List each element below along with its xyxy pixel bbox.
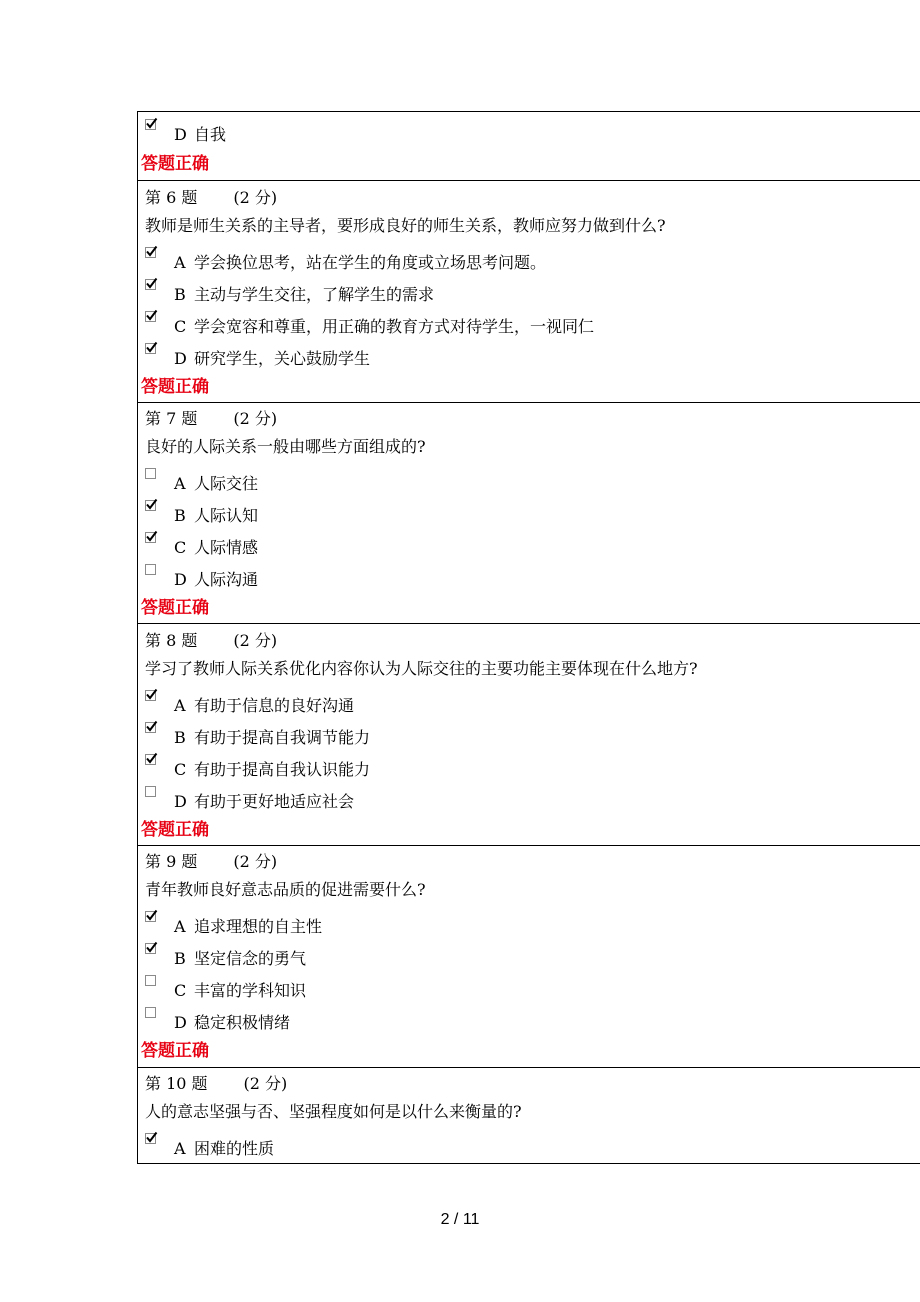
option-text: 追求理想的自主性 bbox=[194, 917, 323, 936]
answer-result: 答题正确 bbox=[141, 820, 209, 840]
question-text: 教师是师生关系的主导者，要形成良好的师生关系，教师应努力做到什么? bbox=[145, 216, 666, 235]
option-letter: C bbox=[174, 981, 187, 1000]
question-number: 第 7 题 bbox=[145, 409, 198, 428]
question-header bbox=[145, 631, 277, 651]
checkbox[interactable] bbox=[145, 119, 156, 130]
question-text: 人的意志坚强与否、坚强程度如何是以什么来衡量的? bbox=[145, 1102, 522, 1121]
checkbox[interactable] bbox=[145, 311, 156, 322]
page-number: 2 / 11 bbox=[440, 1211, 480, 1228]
checkbox[interactable] bbox=[145, 532, 156, 543]
option-text: 坚定信念的勇气 bbox=[194, 949, 307, 968]
divider bbox=[138, 845, 920, 846]
check-mark-icon bbox=[145, 117, 158, 130]
checkbox[interactable] bbox=[145, 500, 156, 511]
option-text: 人际情感 bbox=[194, 538, 259, 557]
divider bbox=[138, 402, 920, 403]
check-mark-icon bbox=[145, 277, 158, 290]
checkbox[interactable] bbox=[145, 690, 156, 701]
option-text: 学会宽容和尊重，用正确的教育方式对待学生，一视同仁 bbox=[194, 317, 595, 336]
divider bbox=[138, 1067, 920, 1068]
question-header bbox=[145, 409, 277, 429]
option-letter: C bbox=[174, 538, 187, 557]
check-mark-icon bbox=[145, 688, 158, 701]
question-score: (2 分) bbox=[233, 188, 278, 207]
option-letter: C bbox=[174, 760, 187, 779]
option-letter: D bbox=[174, 349, 187, 368]
checkbox[interactable] bbox=[145, 786, 156, 797]
option-text: 研究学生，关心鼓励学生 bbox=[194, 349, 371, 368]
option-letter: B bbox=[174, 949, 186, 968]
checkbox[interactable] bbox=[145, 247, 156, 258]
check-mark-icon bbox=[145, 530, 158, 543]
option-letter: D bbox=[174, 1013, 187, 1032]
option-text: 有助于信息的良好沟通 bbox=[194, 696, 355, 715]
option-letter: D bbox=[174, 125, 187, 144]
check-mark-icon bbox=[145, 309, 158, 322]
question-text: 学习了教师人际关系优化内容你认为人际交往的主要功能主要体现在什么地方? bbox=[145, 659, 698, 678]
option-text: 自我 bbox=[194, 125, 227, 144]
check-mark-icon bbox=[145, 498, 158, 511]
checkbox[interactable] bbox=[145, 1007, 156, 1018]
checkbox[interactable] bbox=[145, 975, 156, 986]
question-score: (2 分) bbox=[233, 852, 278, 871]
option-text: 人际交往 bbox=[194, 474, 259, 493]
question-number: 第 10 题 bbox=[145, 1074, 208, 1093]
quiz-frame bbox=[137, 111, 920, 1164]
divider bbox=[138, 180, 920, 181]
checkbox[interactable] bbox=[145, 468, 156, 479]
answer-result: 答题正确 bbox=[141, 154, 209, 174]
option-letter: A bbox=[174, 474, 186, 493]
option-letter: A bbox=[174, 1139, 186, 1158]
checkbox[interactable] bbox=[145, 343, 156, 354]
question-number: 第 9 题 bbox=[145, 852, 198, 871]
option-letter: D bbox=[174, 570, 187, 589]
check-mark-icon bbox=[145, 941, 158, 954]
option-letter: A bbox=[174, 253, 186, 272]
question-header bbox=[145, 852, 277, 872]
checkbox[interactable] bbox=[145, 911, 156, 922]
check-mark-icon bbox=[145, 1131, 158, 1144]
question-score: (2 分) bbox=[243, 1074, 288, 1093]
option-letter: A bbox=[174, 696, 186, 715]
option-text: 主动与学生交往，了解学生的需求 bbox=[194, 285, 435, 304]
answer-result: 答题正确 bbox=[141, 1041, 209, 1061]
question-header bbox=[145, 188, 277, 208]
question-number: 第 6 题 bbox=[145, 188, 198, 207]
divider bbox=[138, 623, 920, 624]
checkbox[interactable] bbox=[145, 722, 156, 733]
check-mark-icon bbox=[145, 720, 158, 733]
option-text: 人际沟通 bbox=[194, 570, 259, 589]
option-text: 人际认知 bbox=[194, 506, 259, 525]
question-score: (2 分) bbox=[233, 409, 278, 428]
answer-result: 答题正确 bbox=[141, 598, 209, 618]
question-score: (2 分) bbox=[233, 631, 278, 650]
option-letter: A bbox=[174, 917, 186, 936]
checkbox[interactable] bbox=[145, 1133, 156, 1144]
checkbox[interactable] bbox=[145, 564, 156, 575]
option-letter: D bbox=[174, 792, 187, 811]
option-text: 有助于更好地适应社会 bbox=[194, 792, 355, 811]
option-letter: B bbox=[174, 728, 186, 747]
check-mark-icon bbox=[145, 909, 158, 922]
option-letter: B bbox=[174, 285, 186, 304]
checkbox[interactable] bbox=[145, 943, 156, 954]
option-text: 学会换位思考，站在学生的角度或立场思考问题。 bbox=[194, 253, 547, 272]
option-letter: B bbox=[174, 506, 186, 525]
check-mark-icon bbox=[145, 341, 158, 354]
option-text: 丰富的学科知识 bbox=[194, 981, 307, 1000]
answer-result: 答题正确 bbox=[141, 377, 209, 397]
checkbox[interactable] bbox=[145, 754, 156, 765]
question-text: 良好的人际关系一般由哪些方面组成的? bbox=[145, 437, 426, 456]
question-number: 第 8 题 bbox=[145, 631, 198, 650]
option-letter: C bbox=[174, 317, 187, 336]
checkbox[interactable] bbox=[145, 279, 156, 290]
option-text: 稳定积极情绪 bbox=[194, 1013, 291, 1032]
option-text: 困难的性质 bbox=[194, 1139, 275, 1158]
option-text: 有助于提高自我调节能力 bbox=[194, 728, 371, 747]
option-text: 有助于提高自我认识能力 bbox=[194, 760, 371, 779]
check-mark-icon bbox=[145, 752, 158, 765]
question-text: 青年教师良好意志品质的促进需要什么? bbox=[145, 880, 426, 899]
check-mark-icon bbox=[145, 245, 158, 258]
question-header bbox=[145, 1074, 287, 1094]
